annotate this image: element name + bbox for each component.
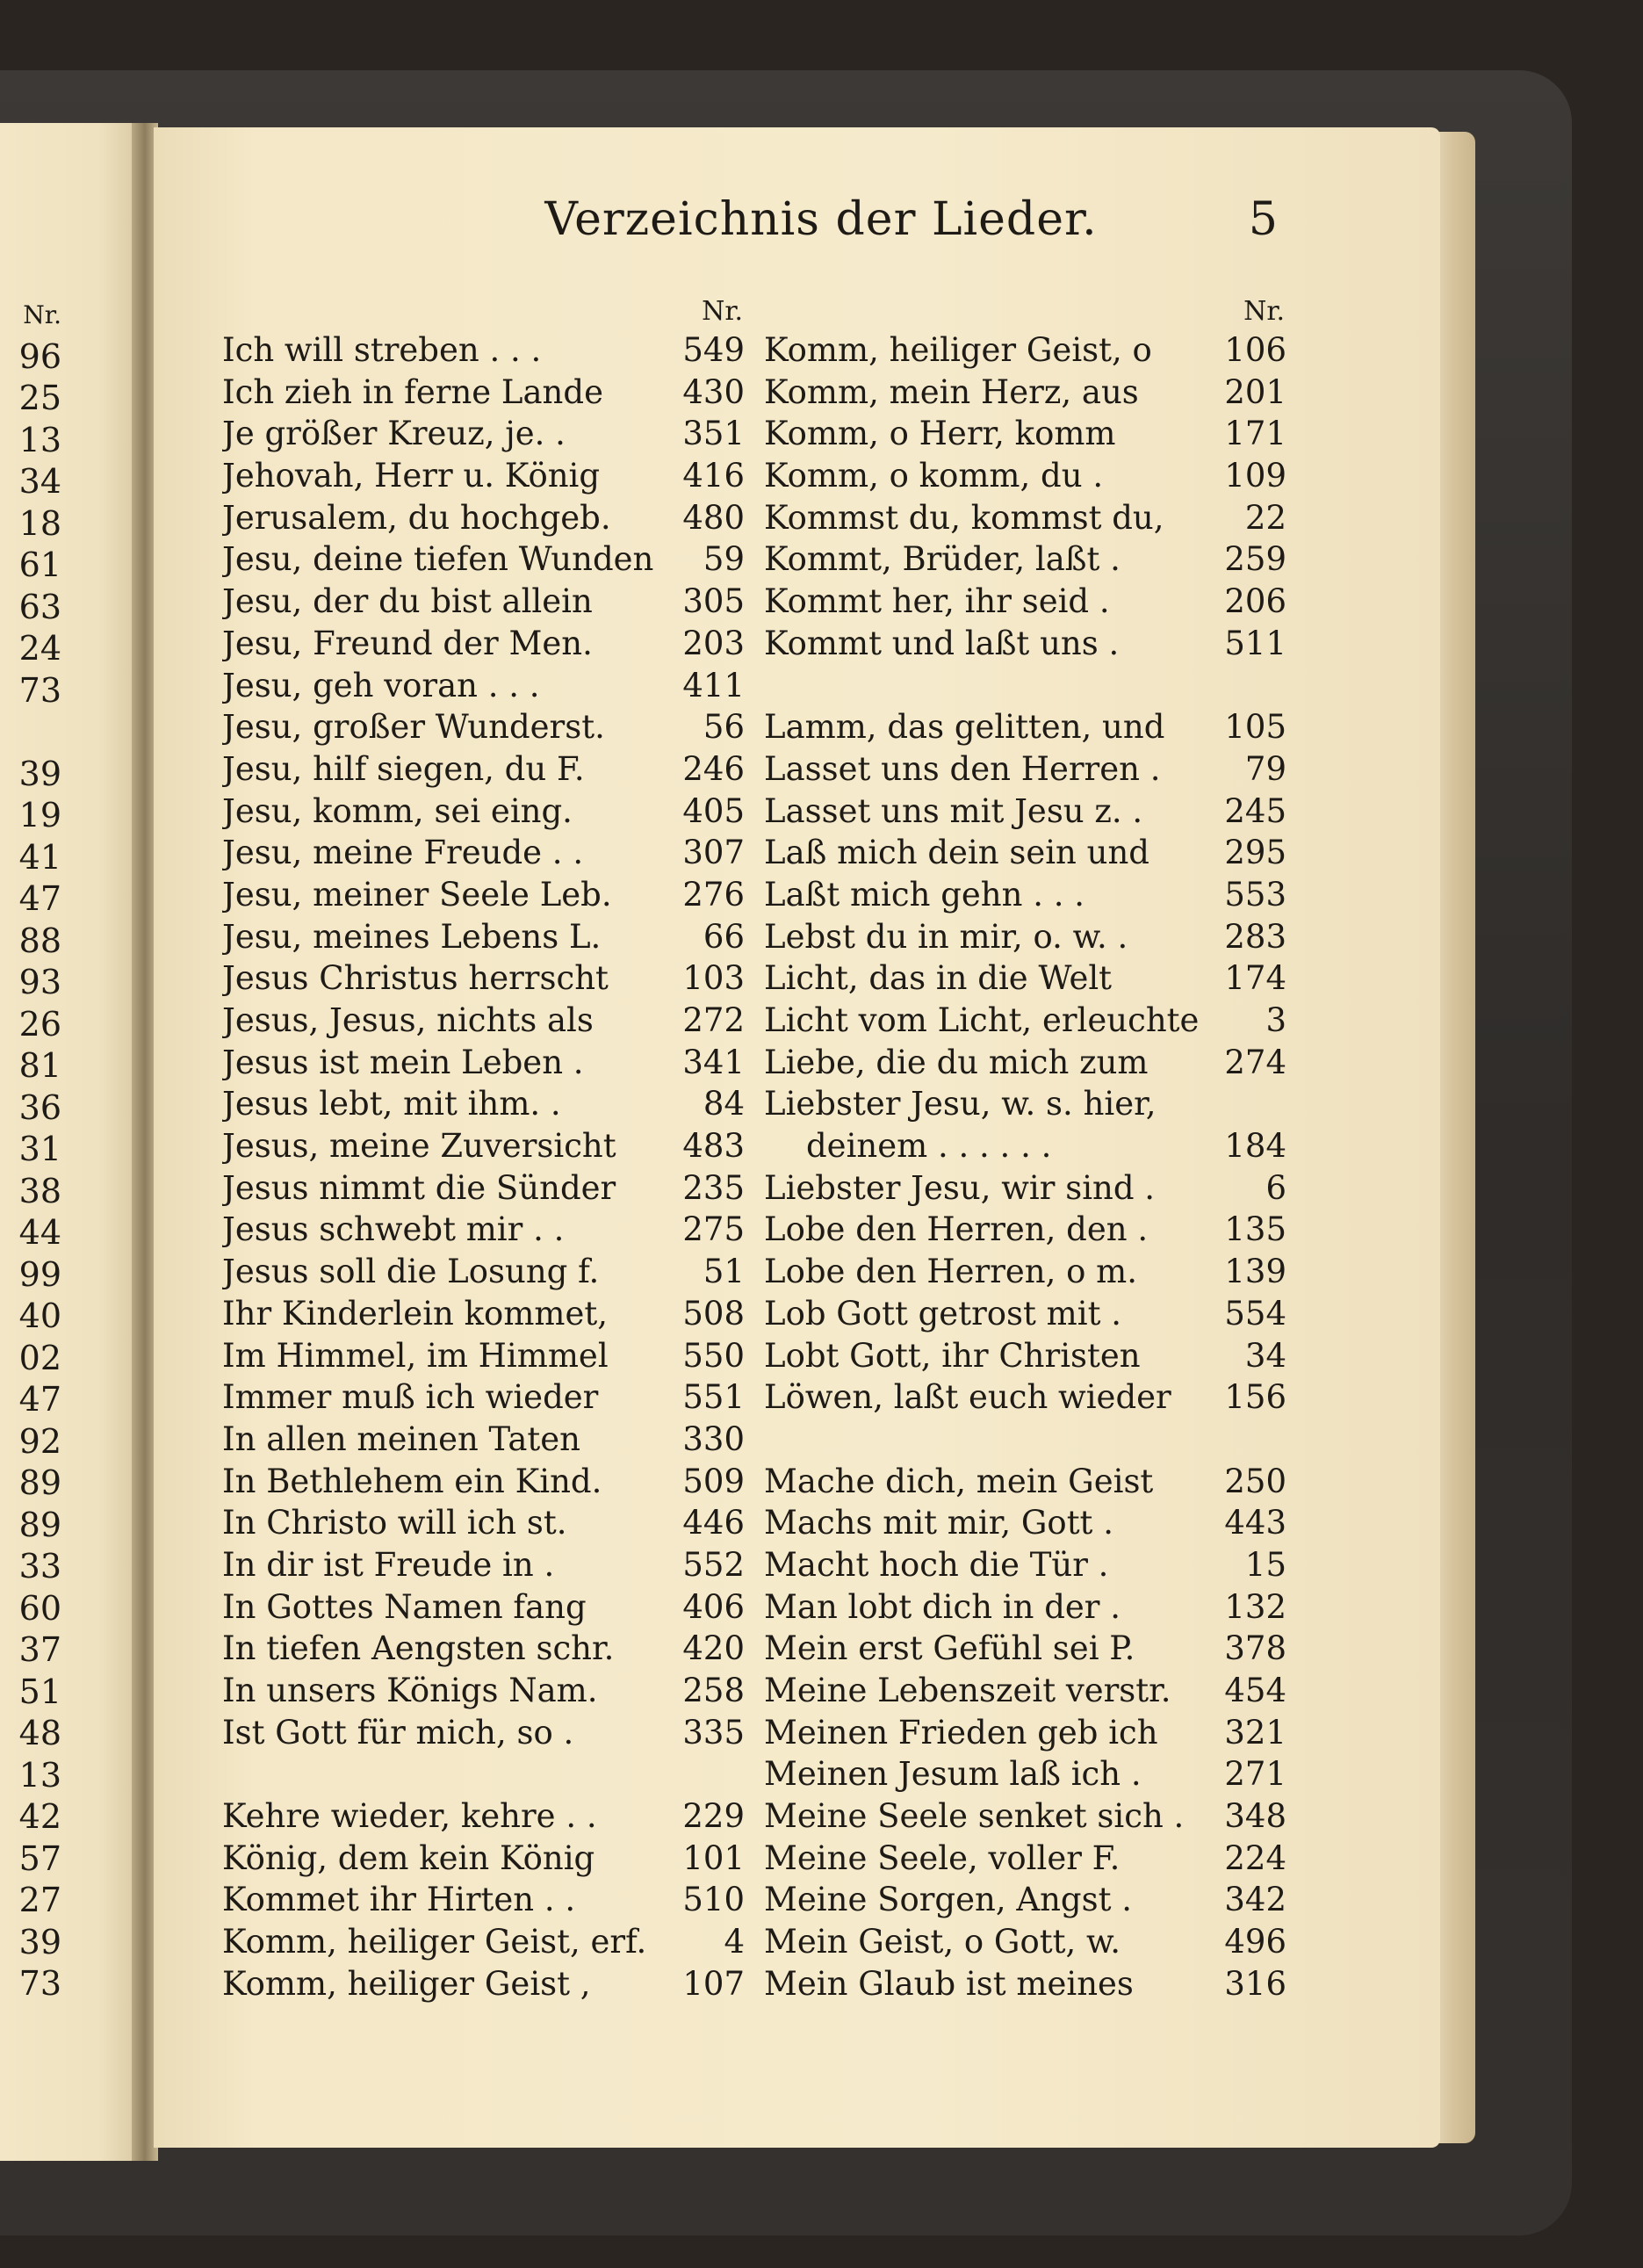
- entry-number: 446: [682, 1504, 745, 1542]
- entry-number: 378: [1224, 1629, 1286, 1668]
- index-entry: [222, 748, 745, 791]
- index-entry: [764, 455, 1286, 497]
- index-entry: [764, 1251, 1286, 1293]
- entry-title: Jesu, deine tiefen Wunden: [222, 540, 654, 579]
- entry-title: Kommt her, ihr seid .: [764, 582, 1110, 621]
- index-entry: [764, 1209, 1286, 1251]
- entry-number: 206: [1224, 582, 1286, 621]
- index-entry: [764, 538, 1286, 581]
- left-page-number: 92: [18, 1421, 61, 1461]
- index-entry: [764, 1335, 1286, 1377]
- entry-title: Mein Glaub ist meines: [764, 1964, 1134, 2003]
- left-page-number: 99: [18, 1254, 61, 1294]
- entry-title: Jesus, Jesus, nichts als: [222, 1001, 594, 1039]
- entry-number: 553: [1224, 875, 1286, 914]
- entry-number: 103: [682, 959, 745, 998]
- entry-number: 171: [1224, 415, 1286, 453]
- index-entry: [222, 1167, 745, 1210]
- index-column-right: [764, 294, 1286, 2005]
- left-page: [0, 123, 141, 2161]
- index-entry: [764, 1963, 1286, 2005]
- entry-title: Laßt mich gehn . . .: [764, 875, 1085, 914]
- entry-title: Komm, o komm, du .: [764, 457, 1104, 495]
- entry-number: 321: [1224, 1713, 1286, 1752]
- entry-title: König, dem kein König: [222, 1838, 595, 1877]
- entry-title: Lasset uns mit Jesu z. .: [764, 791, 1143, 830]
- index-entry: [222, 706, 745, 748]
- entry-number: 51: [703, 1253, 745, 1291]
- entry-title: Lobe den Herren, den .: [764, 1210, 1149, 1249]
- entry-number: 551: [682, 1378, 745, 1417]
- index-entry: [222, 1209, 745, 1251]
- entry-title: Jesus, meine Zuversicht: [222, 1127, 616, 1166]
- entry-number: 201: [1224, 372, 1286, 411]
- entry-number: 271: [1224, 1755, 1286, 1794]
- left-page-number: 39: [18, 1922, 61, 1961]
- entry-number: 107: [682, 1964, 745, 2003]
- index-entry: [222, 1544, 745, 1586]
- left-page-number: 39: [18, 754, 61, 793]
- entry-number: 106: [1224, 331, 1286, 369]
- left-page-number: 42: [18, 1797, 61, 1836]
- index-entry: [764, 706, 1286, 748]
- left-page-number: 73: [18, 670, 61, 710]
- index-entry: [764, 1921, 1286, 1963]
- entry-title: Ihr Kinderlein kommet,: [222, 1294, 609, 1333]
- left-page-number: 60: [18, 1588, 61, 1628]
- index-entry: [764, 1167, 1286, 1210]
- entry-title: In unsers Königs Nam.: [222, 1672, 598, 1709]
- entry-number: 229: [682, 1797, 745, 1836]
- left-page-number: 96: [18, 336, 61, 376]
- entry-title: Meine Sorgen, Angst .: [764, 1881, 1132, 1919]
- entry-title: Jesu, der du bist allein: [222, 582, 593, 621]
- index-entry: [764, 623, 1286, 665]
- entry-number: 156: [1224, 1378, 1286, 1417]
- entry-number: 283: [1224, 917, 1286, 956]
- index-entry: [222, 1712, 745, 1754]
- entry-title: Kommet ihr Hirten . .: [222, 1881, 576, 1919]
- entry-title: Mein Geist, o Gott, w.: [764, 1923, 1121, 1961]
- entry-number: 139: [1224, 1253, 1286, 1291]
- entry-number: 66: [703, 917, 745, 956]
- entry-title: In Bethlehem ein Kind.: [222, 1462, 602, 1500]
- entry-number: 307: [682, 834, 745, 872]
- entry-number: 510: [682, 1881, 745, 1919]
- index-entry: [222, 874, 745, 916]
- index-entry: [764, 874, 1286, 916]
- entry-title: In tiefen Aengsten schr.: [222, 1629, 615, 1668]
- left-page-number: [0, 711, 61, 754]
- entry-number: 549: [682, 331, 745, 369]
- entry-title: Im Himmel, im Himmel: [222, 1336, 609, 1375]
- index-entry: [764, 1461, 1286, 1503]
- entry-number: 316: [1224, 1964, 1286, 2003]
- entry-title: Jesu, hilf siegen, du F.: [222, 749, 585, 788]
- entry-title: Komm, heiliger Geist, erf.: [222, 1923, 647, 1961]
- index-entry: [222, 1083, 745, 1125]
- index-entry: [222, 1000, 745, 1042]
- index-entry: [222, 1586, 745, 1629]
- entry-title: Mein erst Gefühl sei P.: [764, 1629, 1135, 1668]
- entry-title: Kommt und laßt uns .: [764, 624, 1120, 662]
- entry-title: Komm, heiliger Geist ,: [222, 1964, 591, 2003]
- index-entry: [764, 372, 1286, 414]
- entry-number: 430: [682, 372, 745, 411]
- index-entry: [764, 1795, 1286, 1838]
- entry-number: 250: [1224, 1462, 1286, 1500]
- index-entry: [222, 832, 745, 874]
- entry-title: Jesus soll die Losung f.: [222, 1253, 600, 1291]
- entry-title: Ich will streben . . .: [222, 331, 542, 369]
- index-entry: [764, 916, 1286, 958]
- index-entry: [764, 1293, 1286, 1335]
- entry-number: 135: [1224, 1210, 1286, 1249]
- left-page-number: 73: [18, 1964, 61, 2003]
- left-page-number: 81: [18, 1046, 61, 1085]
- section-spacer: [764, 1419, 1286, 1461]
- entry-title: Meine Seele, voller F.: [764, 1838, 1121, 1877]
- index-entry: [764, 748, 1286, 791]
- left-page-number: 18: [18, 503, 61, 543]
- index-entry: [222, 957, 745, 1000]
- index-entry: [222, 372, 745, 414]
- entry-number: 454: [1224, 1672, 1286, 1709]
- left-page-number: 27: [18, 1881, 61, 1919]
- entry-title: Kommst du, kommst du,: [764, 498, 1164, 537]
- entry-number: 272: [682, 1001, 745, 1039]
- index-entry: [222, 916, 745, 958]
- left-page-number: 02: [18, 1338, 61, 1377]
- index-entry: [764, 1712, 1286, 1754]
- index-entry: [222, 497, 745, 539]
- entry-title: Löwen, laßt euch wieder: [764, 1378, 1171, 1417]
- entry-number: 4: [724, 1923, 745, 1961]
- entry-number: 22: [1244, 498, 1286, 537]
- entry-title: Jesu, meines Lebens L.: [222, 917, 602, 956]
- entry-number: 305: [682, 582, 745, 621]
- entry-title: Ist Gott für mich, so .: [222, 1713, 574, 1752]
- left-page-number: 89: [18, 1463, 61, 1502]
- index-entry: [222, 581, 745, 623]
- entry-title: Jerusalem, du hochgeb.: [222, 498, 611, 537]
- index-entry: [222, 1963, 745, 2005]
- index-entry: [222, 413, 745, 455]
- index-entry: [222, 455, 745, 497]
- index-entry: [764, 1083, 1286, 1125]
- entry-number: 34: [1244, 1336, 1286, 1375]
- entry-number: 550: [682, 1336, 745, 1375]
- entry-title: Jesu, meine Freude . .: [222, 834, 584, 872]
- left-page-number: 44: [18, 1213, 61, 1252]
- entry-title: Lasset uns den Herren .: [764, 749, 1161, 788]
- left-page-number: 51: [18, 1672, 61, 1711]
- index-entry: [764, 1838, 1286, 1880]
- entry-number: 203: [682, 624, 745, 662]
- index-entry: [222, 1419, 745, 1461]
- index-entry: [764, 1586, 1286, 1629]
- entry-number: 79: [1244, 749, 1286, 788]
- entry-number: 552: [682, 1545, 745, 1584]
- entry-title: Je größer Kreuz, je. .: [222, 415, 566, 453]
- entry-number: 258: [682, 1672, 745, 1709]
- entry-title: Meine Seele senket sich .: [764, 1797, 1185, 1836]
- right-page: [154, 127, 1440, 2148]
- entry-title: Jesu, großer Wunderst.: [222, 708, 605, 747]
- entry-title: Jesus nimmt die Sünder: [222, 1168, 616, 1207]
- entry-title: Kommt, Brüder, laßt .: [764, 540, 1121, 579]
- left-page-number: 48: [18, 1714, 61, 1752]
- entry-title: Jesu, geh voran . . .: [222, 666, 540, 704]
- left-page-number: 34: [18, 462, 61, 501]
- entry-number: 174: [1224, 959, 1286, 998]
- section-spacer: [222, 1753, 745, 1795]
- left-page-number: 88: [18, 921, 61, 960]
- entry-number: 554: [1224, 1294, 1286, 1333]
- left-page-number: 47: [18, 1380, 61, 1419]
- entry-title: deinem . . . . . .: [806, 1127, 1052, 1166]
- entry-title: Jesu, meiner Seele Leb.: [222, 875, 612, 914]
- index-entry: [222, 665, 745, 707]
- index-entry: [764, 1879, 1286, 1921]
- entry-title: Jehovah, Herr u. König: [222, 457, 601, 495]
- entry-title: Lob Gott getrost mit .: [764, 1294, 1121, 1333]
- left-page-number: 37: [18, 1630, 61, 1669]
- entry-number: 259: [1224, 540, 1286, 579]
- entry-title: Meinen Frieden geb ich: [764, 1713, 1158, 1752]
- index-entry: [764, 1000, 1286, 1042]
- left-page-number: 36: [18, 1087, 61, 1127]
- entry-number: 405: [682, 791, 745, 830]
- entry-title: Machs mit mir, Gott .: [764, 1504, 1113, 1542]
- left-page-numbers: [0, 294, 61, 2005]
- index-entry: [222, 1335, 745, 1377]
- column-header-nr: Nr.: [1243, 296, 1285, 327]
- entry-title: Laß mich dein sein und: [764, 834, 1149, 872]
- entry-number: 3: [1265, 1001, 1286, 1039]
- entry-number: 330: [682, 1419, 745, 1458]
- entry-title: Macht hoch die Tür .: [764, 1545, 1109, 1584]
- entry-title: Jesu, Freund der Men.: [222, 624, 593, 662]
- entry-title: Liebster Jesu, wir sind .: [764, 1168, 1156, 1207]
- entry-number: 275: [682, 1210, 745, 1249]
- entry-title: Jesus schwebt mir . .: [222, 1210, 565, 1249]
- entry-title: Jesus Christus herrscht: [222, 959, 609, 998]
- entry-title: In allen meinen Taten: [222, 1419, 581, 1458]
- entry-number: 15: [1244, 1545, 1286, 1584]
- left-page-number: 41: [18, 837, 61, 877]
- entry-number: 508: [682, 1294, 745, 1333]
- entry-number: 341: [682, 1043, 745, 1081]
- entry-number: 84: [703, 1085, 745, 1123]
- entry-number: 6: [1265, 1168, 1286, 1207]
- entry-number: 59: [703, 540, 745, 579]
- entry-title: Jesu, komm, sei eing.: [222, 791, 573, 830]
- entry-number: 511: [1224, 624, 1286, 662]
- index-entry: [222, 1251, 745, 1293]
- entry-title: Man lobt dich in der .: [764, 1587, 1121, 1626]
- entry-title: Liebe, die du mich zum: [764, 1043, 1149, 1081]
- index-entry: [764, 1628, 1286, 1670]
- entry-title: Komm, o Herr, komm: [764, 415, 1116, 453]
- entry-number: 509: [682, 1462, 745, 1500]
- entry-number: 235: [682, 1168, 745, 1207]
- entry-number: 496: [1224, 1923, 1286, 1961]
- index-entry: [222, 1125, 745, 1167]
- index-entry: [222, 1670, 745, 1712]
- left-page-number: 47: [18, 879, 61, 918]
- entry-title: Mache dich, mein Geist: [764, 1462, 1154, 1500]
- entry-title: Meinen Jesum laß ich .: [764, 1755, 1142, 1794]
- index-entry: [222, 791, 745, 833]
- entry-title: Lamm, das gelitten, und: [764, 708, 1165, 747]
- left-page-number: 31: [18, 1130, 61, 1168]
- index-entry: [222, 1293, 745, 1335]
- entry-number: 443: [1224, 1504, 1286, 1542]
- index-entry: [764, 413, 1286, 455]
- index-entry: [222, 538, 745, 581]
- page-title: Verzeichnis der Lieder.: [544, 193, 1098, 246]
- entry-title: In Gottes Namen fang: [222, 1587, 587, 1626]
- index-entry: [764, 329, 1286, 372]
- left-page-number: 89: [18, 1505, 61, 1544]
- entry-number: 420: [682, 1629, 745, 1668]
- index-entry: [764, 1376, 1286, 1419]
- entry-title: Lebst du in mir, o. w. .: [764, 917, 1128, 956]
- entry-title: Komm, mein Herz, aus: [764, 372, 1139, 411]
- entry-number: 480: [682, 498, 745, 537]
- left-page-number: 13: [18, 1755, 61, 1795]
- entry-number: 246: [682, 749, 745, 788]
- index-entry: [764, 497, 1286, 539]
- page-number: 5: [1248, 193, 1278, 246]
- index-entry: [222, 1628, 745, 1670]
- entry-title: In dir ist Freude in .: [222, 1545, 555, 1584]
- index-entry: [764, 832, 1286, 874]
- left-page-number: 19: [18, 796, 61, 834]
- index-entry: [764, 1544, 1286, 1586]
- index-entry: [222, 329, 745, 372]
- entry-number: 295: [1224, 834, 1286, 872]
- left-page-number: 61: [18, 545, 61, 584]
- entry-number: 101: [682, 1838, 745, 1877]
- index-entry: [222, 1376, 745, 1419]
- entry-number: 132: [1224, 1587, 1286, 1626]
- section-spacer: [764, 665, 1286, 707]
- entry-number: 351: [682, 415, 745, 453]
- entry-number: 109: [1224, 457, 1286, 495]
- entry-number: 274: [1224, 1043, 1286, 1081]
- entry-number: 184: [1224, 1127, 1286, 1166]
- entry-number: 483: [682, 1127, 745, 1166]
- left-page-number: 40: [18, 1297, 61, 1335]
- entry-number: 411: [682, 666, 745, 704]
- index-entry: [764, 1125, 1286, 1167]
- index-entry: [222, 1042, 745, 1084]
- entry-title: Liebster Jesu, w. s. hier,: [764, 1085, 1157, 1123]
- index-column-left: [222, 294, 745, 2005]
- entry-number: 245: [1224, 791, 1286, 830]
- left-page-number: 26: [18, 1004, 61, 1044]
- left-page-number: 57: [18, 1838, 61, 1878]
- left-page-number: 63: [18, 587, 61, 626]
- index-entry: [222, 1502, 745, 1544]
- left-page-number: 38: [18, 1171, 61, 1210]
- entry-title: Lobe den Herren, o m.: [764, 1253, 1138, 1291]
- left-page-number: 13: [18, 420, 61, 459]
- index-entry: [222, 1838, 745, 1880]
- entry-title: Licht, das in die Welt: [764, 959, 1113, 998]
- entry-title: In Christo will ich st.: [222, 1504, 567, 1542]
- entry-title: Licht vom Licht, erleuchte: [764, 1001, 1200, 1039]
- entry-number: 56: [703, 708, 745, 747]
- entry-title: Meine Lebenszeit verstr.: [764, 1672, 1171, 1709]
- entry-number: 276: [682, 875, 745, 914]
- left-page-number: 33: [18, 1547, 61, 1585]
- index-entry: [764, 581, 1286, 623]
- entry-number: 406: [682, 1587, 745, 1626]
- entry-number: 335: [682, 1713, 745, 1752]
- index-entry: [764, 1042, 1286, 1084]
- index-entry: [764, 1670, 1286, 1712]
- index-entry: [222, 623, 745, 665]
- entry-title: Ich zieh in ferne Lande: [222, 372, 603, 411]
- entry-number: 105: [1224, 708, 1286, 747]
- page-header: [154, 127, 1440, 250]
- entry-title: Lobt Gott, ihr Christen: [764, 1336, 1141, 1375]
- entry-number: 348: [1224, 1797, 1286, 1836]
- entry-title: Immer muß ich wieder: [222, 1378, 599, 1417]
- index-entry: [222, 1879, 745, 1921]
- index-entry: [222, 1461, 745, 1503]
- index-entry: [764, 957, 1286, 1000]
- left-page-column-header: Nr.: [23, 300, 61, 329]
- index-entry: [764, 791, 1286, 833]
- entry-title: Jesus ist mein Leben .: [222, 1043, 584, 1081]
- left-page-number: 25: [18, 379, 61, 417]
- entry-title: Jesus lebt, mit ihm. .: [222, 1085, 561, 1123]
- entry-number: 416: [682, 457, 745, 495]
- left-page-number: 24: [18, 629, 61, 668]
- column-header-nr: Nr.: [702, 296, 743, 327]
- entry-number: 342: [1224, 1881, 1286, 1919]
- index-entry: [222, 1921, 745, 1963]
- index-entry: [222, 1795, 745, 1838]
- index-entry: [764, 1753, 1286, 1795]
- entry-title: Kehre wieder, kehre . .: [222, 1797, 597, 1836]
- entry-title: Komm, heiliger Geist, o: [764, 331, 1152, 369]
- left-page-number: 93: [18, 963, 61, 1001]
- entry-number: 224: [1224, 1838, 1286, 1877]
- index-entry: [764, 1502, 1286, 1544]
